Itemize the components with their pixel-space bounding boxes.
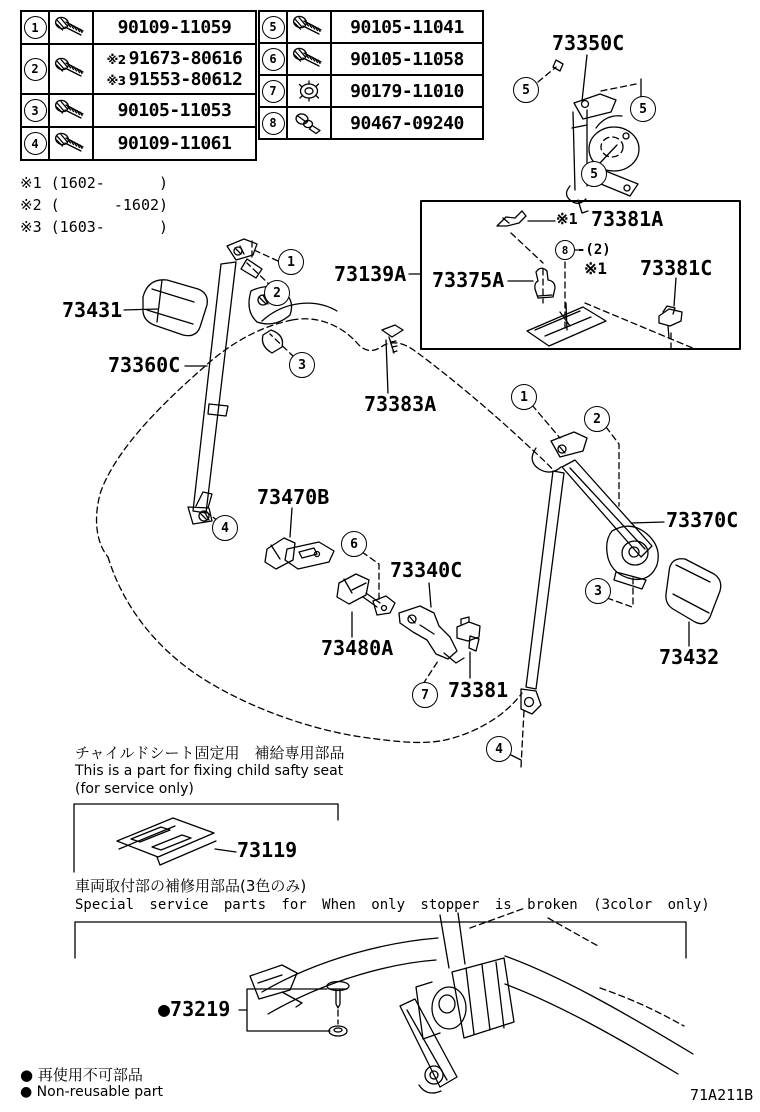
bolt-icon [53, 56, 89, 82]
applicability-note: ※3 (1603- ) [20, 218, 169, 236]
bolt-icon [291, 46, 327, 72]
non-reusable-note-jp: ● 再使用不可部品 [20, 1066, 143, 1084]
ref-badge: 1 [24, 16, 47, 39]
part-label-73381[interactable]: 73381 [448, 678, 509, 702]
bolt-icon [53, 15, 89, 41]
part-label-73480A[interactable]: 73480A [321, 636, 394, 660]
bolt-icon [291, 14, 327, 40]
diagram-annotation: ※1 [556, 210, 578, 228]
table-row[interactable] [22, 93, 255, 126]
bolt-icon [53, 98, 89, 124]
table-row[interactable] [260, 12, 482, 42]
ref-badge: 7 [262, 80, 285, 103]
diagram-annotation: ※1 [584, 259, 608, 278]
part-number: 90109-11061 [117, 133, 232, 154]
callout-6[interactable]: 6 [341, 531, 367, 557]
callout-3[interactable]: 3 [585, 578, 611, 604]
part-number-line: ※3 91553-80612 [106, 69, 243, 90]
part-number: 90105-11058 [350, 48, 464, 70]
part-label-73432[interactable]: 73432 [659, 645, 720, 669]
callout-7[interactable]: 7 [412, 682, 438, 708]
callout-1[interactable]: 1 [278, 249, 304, 275]
part-label-73219[interactable]: ●73219 [158, 997, 231, 1021]
part-number: 90467-09240 [350, 112, 464, 134]
table-row[interactable] [260, 42, 482, 74]
callout-4[interactable]: 4 [212, 515, 238, 541]
non-reusable-note-en: ● Non-reusable part [20, 1084, 163, 1100]
callout-1[interactable]: 1 [511, 384, 537, 410]
part-label-73381A[interactable]: 73381A [591, 207, 664, 231]
ref-badge: 6 [262, 48, 285, 71]
part-number: 90105-11053 [117, 100, 232, 121]
child-seat-heading-en: This is a part for fixing child safty seat [75, 763, 344, 779]
stopper-heading-en: Special service parts for When only stopper is broken (3color only) [75, 897, 710, 913]
part-label-73360C[interactable]: 73360C [108, 353, 181, 377]
page-code: 71A211B [690, 1086, 754, 1104]
ref-badge: 2 [24, 58, 47, 81]
part-label-73431[interactable]: 73431 [62, 298, 123, 322]
part-label-73139A[interactable]: 73139A [334, 262, 407, 286]
child-seat-heading-jp: チャイルドシート固定用 補給専用部品 [75, 744, 345, 762]
table-row[interactable] [22, 126, 255, 159]
fastener-table-right [258, 10, 484, 140]
fastener-table-left [20, 10, 257, 161]
callout-3[interactable]: 3 [289, 352, 315, 378]
part-number: 90105-11041 [350, 16, 464, 38]
callout-5[interactable]: 5 [630, 96, 656, 122]
stopper-heading-jp: 車両取付部の補修用部品(3色のみ) [75, 877, 307, 895]
part-label-73119[interactable]: 73119 [237, 838, 298, 862]
child-seat-note: (for service only) [75, 781, 194, 797]
diagram-annotation: -(2) [577, 242, 611, 258]
callout-5[interactable]: 5 [581, 161, 607, 187]
table-row[interactable] [260, 106, 482, 138]
ref-badge: 5 [262, 16, 285, 39]
applicability-note: ※1 (1602- ) [20, 174, 169, 192]
part-label-73375A[interactable]: 73375A [432, 268, 505, 292]
ref-badge: 4 [24, 132, 47, 155]
table-row[interactable] [22, 12, 255, 43]
callout-2[interactable]: 2 [584, 406, 610, 432]
bolt-icon [53, 131, 89, 157]
part-label-73350C[interactable]: 73350C [552, 31, 625, 55]
part-number-line: ※2 91673-80616 [106, 48, 243, 69]
callout-4[interactable]: 4 [486, 736, 512, 762]
part-label-73340C[interactable]: 73340C [390, 558, 463, 582]
part-label-73370C[interactable]: 73370C [666, 508, 739, 532]
part-label-73470B[interactable]: 73470B [257, 485, 330, 509]
ref-badge: 8 [262, 112, 285, 135]
part-number: 90179-11010 [350, 80, 464, 102]
nut-icon [291, 78, 327, 104]
part-number: 90109-11059 [117, 17, 232, 38]
callout-5[interactable]: 5 [513, 77, 539, 103]
callout-8[interactable]: 8 [555, 240, 575, 260]
part-label-73383A[interactable]: 73383A [364, 392, 437, 416]
part-label-73381C[interactable]: 73381C [640, 256, 713, 280]
applicability-note: ※2 ( -1602) [20, 196, 169, 214]
table-row[interactable] [260, 74, 482, 106]
table-row[interactable] [22, 43, 255, 93]
ref-badge: 3 [24, 99, 47, 122]
callout-2[interactable]: 2 [264, 280, 290, 306]
screw-icon [291, 110, 327, 136]
